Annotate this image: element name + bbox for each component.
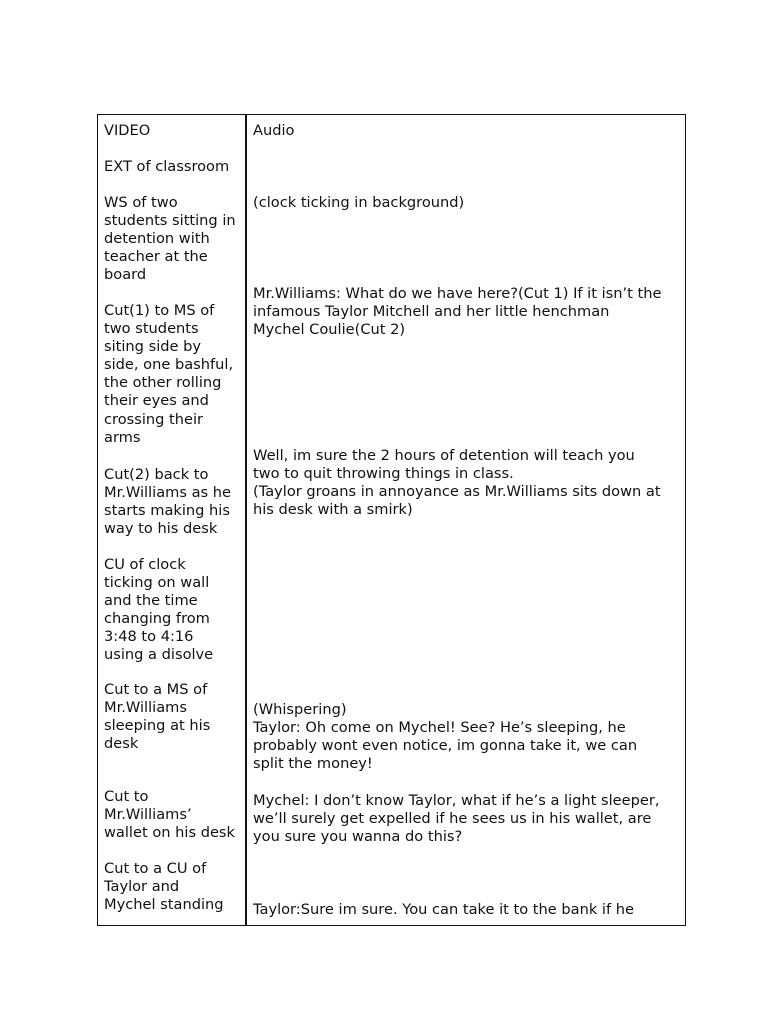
- audio-header: Audio: [253, 122, 295, 139]
- video-entry-wide-shot: WS of two students sitting in detention with teacher at the board: [104, 194, 236, 284]
- video-entry-clock-closeup: CU of clock ticking on wall and the time changing from 3:48 to 4:16 using a disolve: [104, 556, 214, 664]
- column-divider: [245, 115, 247, 925]
- audio-entry-williams-intro: Mr.Williams: What do we have here?(Cut 1) If it isn’t the infamous Taylor Mitchell and her little henchman Mychel Coulie(Cut 2): [253, 285, 662, 339]
- video-entry-cut-2: Cut(2) back to Mr.Williams as he starts making his way to his desk: [104, 466, 232, 538]
- video-entry-exterior: EXT of classroom: [104, 158, 230, 175]
- video-entry-cut-1: Cut(1) to MS of two students siting side by side, one bashful, the other rolling their eyes and crossing their arms: [104, 302, 234, 446]
- audio-entry-mychel: Mychel: I don’t know Taylor, what if he’s a light sleeper, we’ll surely get expelled if he sees us in his wallet, are you sure you wanna do this?: [253, 792, 660, 846]
- video-header: VIDEO: [104, 122, 151, 139]
- audio-entry-detention: Well, im sure the 2 hours of detention will teach you two to quit throwing things in class. (Taylor groans in annoyance as Mr.Williams sits down at his desk with a smirk): [253, 447, 661, 519]
- video-entry-sleeping: Cut to a MS of Mr.Williams sleeping at his desk: [104, 681, 211, 753]
- audio-entry-clock: (clock ticking in background): [253, 194, 465, 211]
- video-entry-wallet: Cut to Mr.Williams’ wallet on his desk: [104, 788, 235, 842]
- audio-entry-whispering: (Whispering) Taylor: Oh come on Mychel! See? He’s sleeping, he probably wont even notice, im gonna take it, we can split the money!: [253, 701, 638, 773]
- audio-entry-taylor: Taylor:Sure im sure. You can take it to the bank if he: [253, 901, 634, 918]
- script-table: [97, 114, 686, 926]
- video-entry-standing: Cut to a CU of Taylor and Mychel standing: [104, 860, 224, 914]
